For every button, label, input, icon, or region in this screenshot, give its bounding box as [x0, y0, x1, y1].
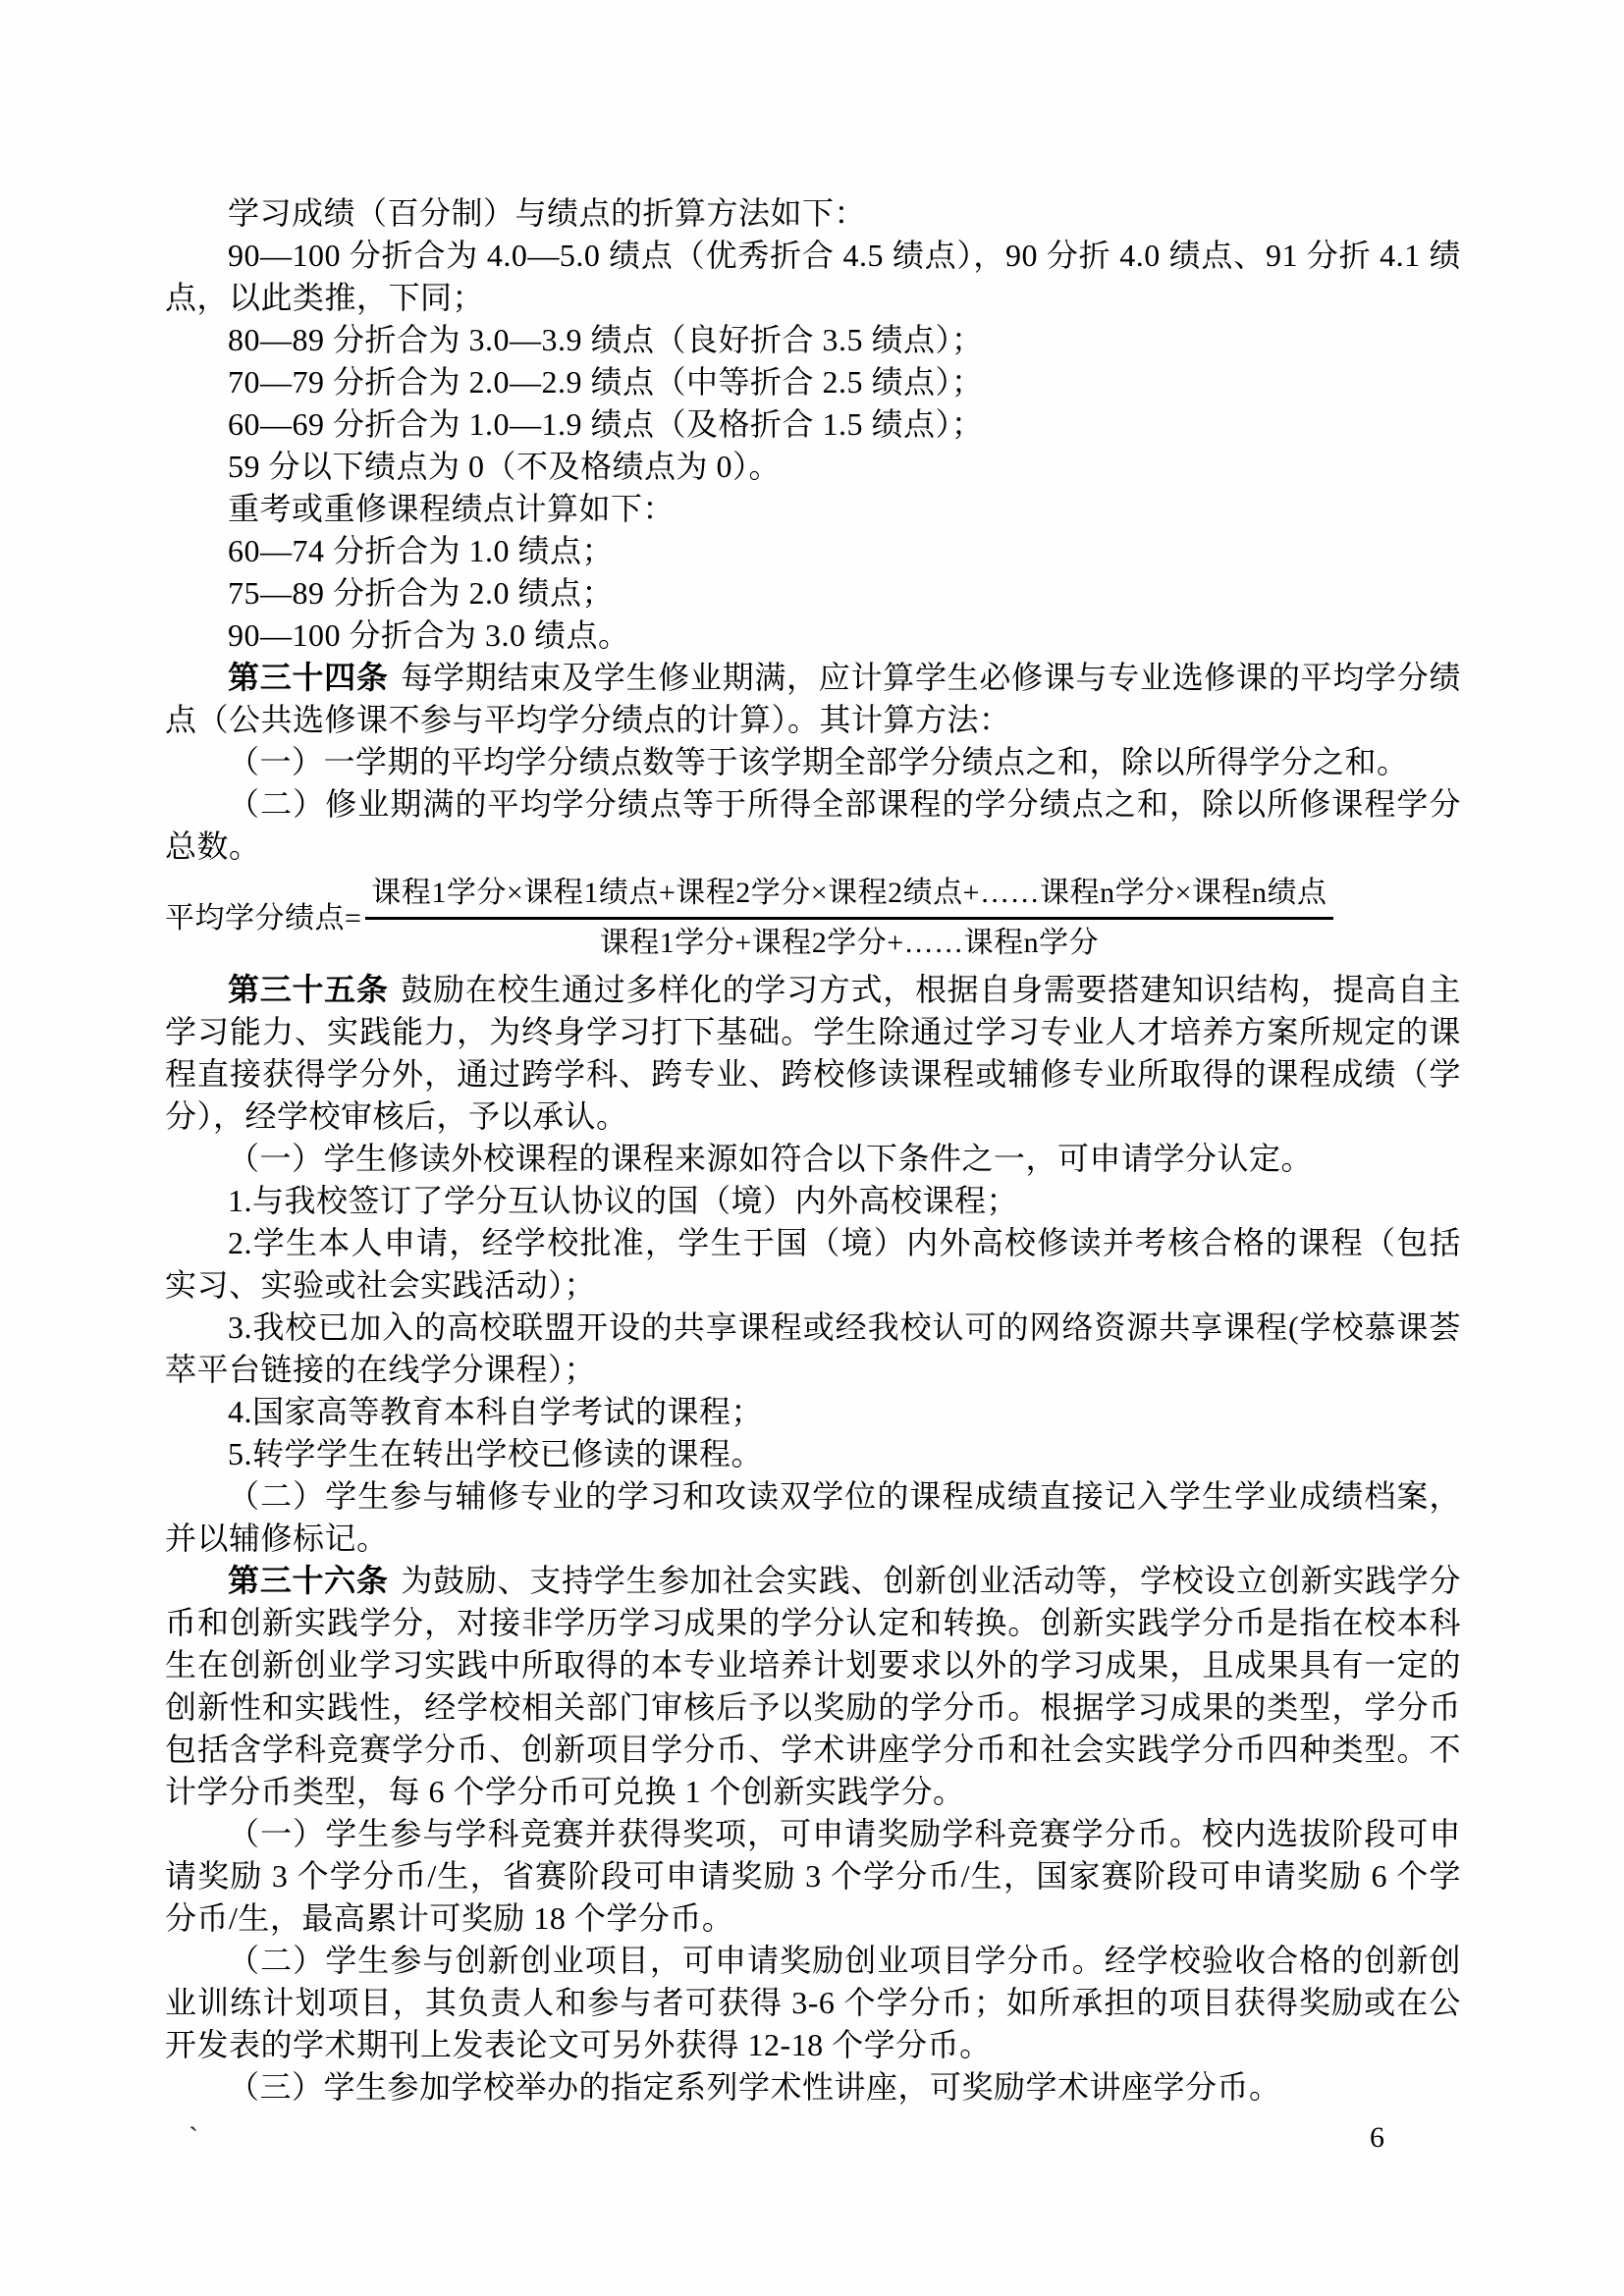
para-article-34-item-1: （一）一学期的平均学分绩点数等于该学期全部学分绩点之和，除以所得学分之和。 — [228, 744, 1409, 779]
para-article-34 — [165, 657, 1461, 741]
para-gpa-below-59: 59 分以下绩点为 0（不及格绩点为 0）。 — [228, 449, 782, 484]
para-article-35 — [165, 969, 1461, 1138]
para-gpa-80-89: 80—89 分折合为 3.0—3.9 绩点（良好折合 3.5 绩点）； — [228, 322, 984, 357]
para-course-source-4: 4.国家高等教育本科自学考试的课程； — [228, 1394, 764, 1429]
para-article-34-item-2: （二）修业期满的平均学分绩点等于所得全部课程的学分绩点之和，除以所修课程学分总数。 — [165, 786, 1461, 864]
para-course-source-5: 5.转学学生在转出学校已修读的课程。 — [228, 1436, 764, 1471]
gpa-formula — [165, 872, 1461, 965]
para-retake-75-89: 75—89 分折合为 2.0 绩点； — [228, 575, 615, 611]
para-article-35-item-1: （一）学生修读外校课程的课程来源如符合以下条件之一，可申请学分认定。 — [228, 1141, 1314, 1176]
page-footer — [165, 2118, 1461, 2158]
para-gpa-90-100: 90—100 分折合为 4.0—5.0 绩点（优秀折合 4.5 绩点），90 分折 4.0 绩点、91 分折 4.1 绩点，以此类推，下同； — [165, 238, 1461, 315]
article-36-label: 第三十六条 — [228, 1563, 389, 1598]
formula-fraction — [365, 872, 1332, 965]
para-gpa-60-69: 60—69 分折合为 1.0—1.9 绩点（及格折合 1.5 绩点）； — [228, 406, 984, 442]
article-34-label: 第三十四条 — [228, 660, 389, 695]
article-35-label: 第三十五条 — [228, 972, 389, 1007]
para-article-35-item-2: （二）学生参与辅修专业的学习和攻读双学位的课程成绩直接记入学生学业成绩档案，并以辅修标记。 — [165, 1478, 1461, 1556]
para-article-36 — [165, 1560, 1461, 1813]
stray-mark: ` — [189, 2121, 198, 2154]
para-course-source-1: 1.与我校签订了学分互认协议的国（境）内外高校课程； — [228, 1183, 1019, 1218]
para-gpa-70-79: 70—79 分折合为 2.0—2.9 绩点（中等折合 2.5 绩点）； — [228, 364, 984, 400]
page-number: 6 — [1370, 2121, 1384, 2154]
para-course-source-2: 2.学生本人申请，经学校批准，学生于国（境）内外高校修读并考核合格的课程（包括实习、实验或社会实践活动）； — [165, 1225, 1461, 1303]
article-36-text: 为鼓励、支持学生参加社会实践、创新创业活动等，学校设立创新实践学分币和创新实践学分，对接非学历学习成果的学分认定和转换。创新实践学分币是指在校本科生在创新创业学习实践中所取得的本专业培养计划要求以外的学习成果，且成果具有一定的创新性和实践性，经学校相关部门审核后予以奖励的学分币。根据学习成果的类型，学分币包括含学科竞赛学分币、创新项目学分币、学术讲座学分币和社会实践学分币四种类型。不计学分币类型，每 6 个学分币可兑换 1 个创新实践学分。 — [165, 1563, 1461, 1809]
para-article-36-item-2: （二）学生参与创新创业项目，可申请奖励创业项目学分币。经学校验收合格的创新创业训练计划项目，其负责人和参与者可获得 3-6 个学分币；如所承担的项目获得奖励或在公开发表的学术期刊上发表论文可另外获得 12-18 个学分币。 — [165, 1943, 1461, 2062]
para-retake-60-74: 60—74 分折合为 1.0 绩点； — [228, 533, 615, 568]
para-article-36-item-3: （三）学生参加学校举办的指定系列学术性讲座，可奖励学术讲座学分币。 — [228, 2069, 1281, 2105]
para-retake-90-100: 90—100 分折合为 3.0 绩点。 — [228, 617, 630, 653]
article-34-text: 每学期结束及学生修业期满，应计算学生必修课与专业选修课的平均学分绩点（公共选修课不参与平均学分绩点的计算）。其计算方法： — [165, 660, 1461, 737]
formula-lhs: 平均学分绩点= — [165, 901, 362, 934]
formula-denominator: 课程1学分+课程2学分+……课程n学分 — [599, 927, 1100, 959]
para-article-36-item-1: （一）学生参与学科竞赛并获得奖项，可申请奖励学科竞赛学分币。校内选拔阶段可申请奖励 3 个学分币/生，省赛阶段可申请奖励 3 个学分币/生，国家赛阶段可申请奖励 6 个学分币/生，最高累计可奖励 18 个学分币。 — [165, 1816, 1461, 1936]
formula-numerator: 课程1学分×课程1绩点+课程2学分×课程2绩点+……课程n学分×课程n绩点 — [365, 872, 1332, 920]
para-retake-intro: 重考或重修课程绩点计算如下： — [228, 491, 676, 526]
para-gpa-conversion-intro: 学习成绩（百分制）与绩点的折算方法如下： — [228, 195, 867, 231]
document-body — [165, 192, 1461, 2109]
para-course-source-3: 3.我校已加入的高校联盟开设的共享课程或经我校认可的网络资源共享课程(学校慕课荟萃平台链接的在线学分课程）； — [165, 1309, 1461, 1387]
article-35-text: 鼓励在校生通过多样化的学习方式，根据自身需要搭建知识结构，提高自主学习能力、实践能力，为终身学习打下基础。学生除通过学习专业人才培养方案所规定的课程直接获得学分外，通过跨学科、跨专业、跨校修读课程或辅修专业所取得的课程成绩（学分），经学校审核后，予以承认。 — [165, 972, 1461, 1134]
